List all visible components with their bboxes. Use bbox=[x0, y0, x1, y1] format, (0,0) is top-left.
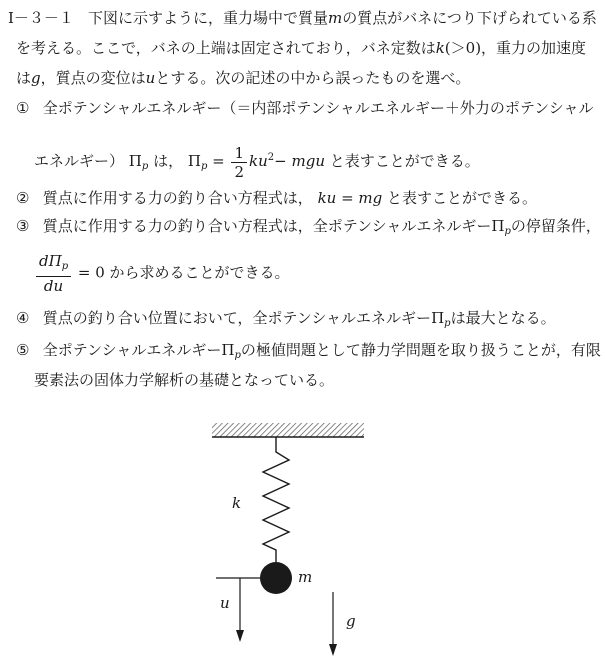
option-2-text-b: と表すことができる。 bbox=[387, 189, 538, 207]
spring-coil bbox=[263, 437, 289, 562]
option-4-pi: Π bbox=[431, 309, 445, 327]
gravity-arrow-head bbox=[329, 644, 337, 656]
option-1-pi-sub: p bbox=[141, 161, 149, 172]
option-5-text-b: の極値問題として静力学問題を取り扱うことが，有限 bbox=[240, 341, 601, 359]
option-3-pi-sub: p bbox=[504, 226, 511, 237]
option-2-equation: ku = mg bbox=[317, 189, 383, 207]
option-4-text-b: は最大となる。 bbox=[450, 309, 556, 327]
displacement-label: u bbox=[220, 594, 230, 612]
option-5-text-a: 全ポテンシャルエネルギー bbox=[42, 341, 222, 359]
option-3-text-b: の停留条件， bbox=[510, 217, 601, 235]
option-1-mark: ① bbox=[16, 99, 30, 117]
option-1-text-d: と表すことができる。 bbox=[329, 152, 480, 170]
option-1-square: 2 bbox=[267, 152, 275, 163]
option-5-text-c: 要素法の固体力学解析の基礎となっている。 bbox=[34, 371, 335, 389]
mass-symbol: m bbox=[327, 9, 343, 27]
option-1-text-b: エネルギー） bbox=[34, 152, 125, 170]
option-3-pi: Π bbox=[491, 217, 505, 235]
option-3-eq-rhs: = 0 bbox=[77, 263, 105, 282]
spring-label: k bbox=[232, 494, 242, 512]
derivative-denominator: du bbox=[43, 277, 64, 295]
option-2-mark: ② bbox=[16, 189, 30, 207]
option-1-eq-lhs-sub: p bbox=[200, 161, 208, 172]
problem-line-2-b: (＞0)，重力の加速度 bbox=[444, 39, 587, 57]
mass-label: m bbox=[298, 568, 313, 586]
option-1-ku: ku bbox=[249, 152, 268, 170]
option-1-eq-equals: = bbox=[207, 152, 230, 170]
problem-line-3-a: は bbox=[16, 69, 32, 87]
option-3-text-a: 質点に作用する力の釣り合い方程式は，全ポテンシャルエネルギー bbox=[42, 217, 492, 235]
half-denominator: 2 bbox=[234, 162, 245, 181]
option-1-text-a: 全ポテンシャルエネルギー（＝内部ポテンシャルエネルギー＋外力のポテンシャル bbox=[42, 99, 594, 117]
option-2-text-a: 質点に作用する力の釣り合い方程式は， bbox=[42, 189, 313, 207]
displacement-symbol: u bbox=[145, 69, 156, 87]
option-4-pi-sub: p bbox=[444, 318, 451, 329]
option-5-pi-sub: p bbox=[234, 350, 241, 361]
gravity-symbol: g bbox=[31, 69, 41, 87]
problem-line-3-b: ，質点の変位は bbox=[40, 69, 146, 87]
displacement-arrow-head bbox=[236, 630, 244, 642]
problem-line-3-c: とする。次の記述の中から誤ったものを選べ。 bbox=[155, 69, 471, 87]
option-1-mgu: mgu bbox=[291, 152, 326, 170]
option-4-text-a: 質点の釣り合い位置において，全ポテンシャルエネルギー bbox=[42, 309, 432, 327]
option-1-eq-lhs: Π bbox=[187, 152, 201, 170]
problem-intro-1: 下図に示すように，重力場中で質量 bbox=[87, 9, 328, 27]
option-3-mark: ③ bbox=[16, 217, 30, 235]
derivative-numerator-text: dΠ bbox=[39, 252, 62, 270]
mass-ball bbox=[260, 562, 292, 594]
option-5-mark: ⑤ bbox=[16, 341, 30, 359]
option-4-mark: ④ bbox=[16, 309, 30, 327]
option-3-text-c: から求めることができる。 bbox=[109, 263, 290, 282]
half-numerator: 1 bbox=[231, 144, 247, 163]
derivative-numerator-sub: p bbox=[61, 261, 69, 272]
spring-constant-symbol: k bbox=[435, 39, 445, 57]
option-1-minus: − bbox=[274, 152, 287, 170]
problem-line-2-a: を考える。ここで，バネの上端は固定されており，バネ定数は bbox=[16, 39, 436, 57]
gravity-label: g bbox=[346, 612, 356, 630]
option-5-pi: Π bbox=[221, 341, 235, 359]
option-1-text-c: は， bbox=[153, 152, 184, 170]
problem-number: Ⅰ－３－１ bbox=[8, 9, 74, 27]
option-1-pi: Π bbox=[128, 152, 142, 170]
ceiling-hatch bbox=[212, 423, 364, 437]
problem-intro-2: の質点がバネにつり下げられている系 bbox=[342, 9, 597, 27]
